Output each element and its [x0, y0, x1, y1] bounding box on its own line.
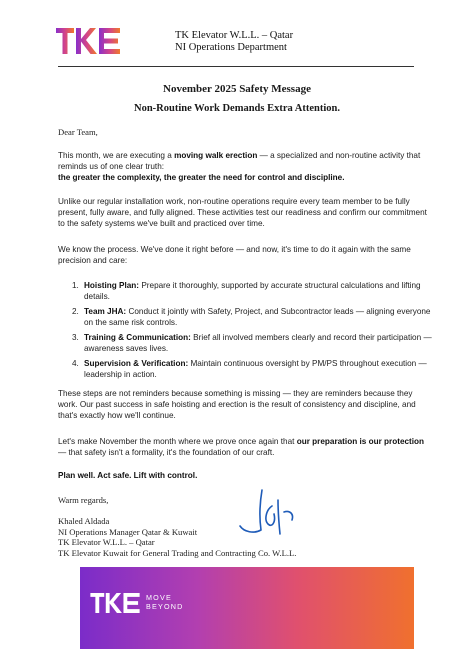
signatory-company-kuwait: TK Elevator Kuwait for General Trading and Contracting Co. W.L.L.: [58, 547, 297, 558]
department-name: NI Operations Department: [175, 42, 287, 53]
list-item: 2. Team JHA: Conduct it jointly with Safety, Project, and Subcontractor leads — aligning everyone on the same risk controls.: [72, 307, 431, 327]
closing-line: Warm regards,: [58, 495, 109, 505]
signatory-company-qatar: TK Elevator W.L.L. – Qatar: [58, 537, 155, 547]
letter-title: November 2025 Safety Message: [163, 83, 311, 95]
safety-motto: Plan well. Act safe. Lift with control.: [58, 471, 198, 480]
list-item: 1. Hoisting Plan: Prepare it thoroughly, supported by accurate structural calculations and lifting details.: [72, 281, 421, 301]
steps-list: [58, 280, 434, 384]
letter-subtitle: Non-Routine Work Demands Extra Attention.: [133, 103, 341, 114]
paragraph-intro: This month, we are executing a moving walk erection — a specialized and non-routine activity that reminds us of one clear truth: the greater the complexity, the greater the need for control and discipline.: [58, 151, 421, 182]
greeting: Dear Team,: [58, 127, 98, 137]
tke-logo: [56, 28, 120, 54]
signatory-role: NI Operations Manager Qatar & Kuwait: [58, 526, 198, 537]
paragraph-november: Let's make November the month where we prove once again that our preparation is our protection — that safety isn't a formality, it's the foundation of our craft.: [58, 437, 425, 457]
signatory-name: Khaled Aldada: [58, 516, 110, 526]
paragraph-non-routine: Unlike our regular installation work, non-routine operations require every team member to be fully present, fully aware, and fully aligned. These activities test our readiness and confirm our commitment to the safety systems we've built and practiced over time.: [58, 197, 427, 228]
paragraph-process: We know the process. We've done it right before — and now, it's time to do it again with the same precision and care:: [58, 245, 411, 265]
banner-tagline: MOVE BEYOND: [146, 593, 184, 611]
paragraph-reminders: These steps are not reminders because something is missing — they are reminders because they work. Our past success in safe hoisting and erection is the result of consistency and discipline, and that's exactly how we'll continue.: [58, 389, 416, 420]
company-header: [175, 30, 293, 54]
tke-logo-white: [90, 593, 140, 613]
company-name: TK Elevator W.L.L. – Qatar: [175, 30, 294, 41]
signatory-block: [58, 516, 296, 558]
list-item: 3. Training & Communication: Brief all involved members clearly and record their participation — awareness saves lives.: [72, 333, 432, 353]
header-divider: [58, 66, 414, 67]
footer-banner: [80, 567, 414, 649]
list-item: 4. Supervision & Verification: Maintain continuous oversight by PM/PS throughout execution — leadership in action.: [72, 359, 427, 379]
